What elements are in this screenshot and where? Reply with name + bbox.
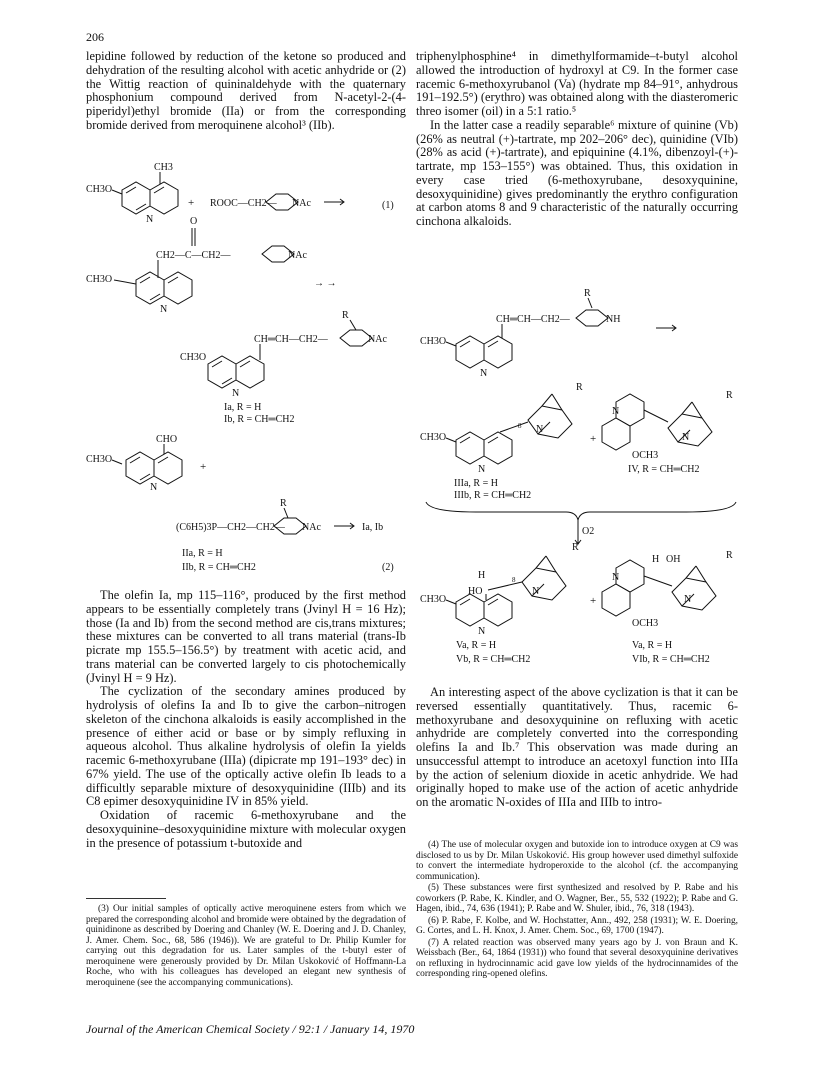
left-column-top — [86, 50, 406, 133]
footnote-rule — [86, 898, 166, 899]
Va-label: Va, R = H — [456, 640, 497, 651]
footnote: (5) These substances were first synthesized and resolved by P. Rabe and his coworkers (P. Rabe, K. Kindler, and O. Wagner, Ber., 55, 532 (1922); P. Rabe and G. Hagen, ibid., 74, 636 (1941); P. Rabe and W. Shuler, ibid., 76, 318 (1943). — [416, 883, 738, 914]
nac-label: NAc — [368, 334, 387, 345]
ch3o-label: CH3O — [420, 594, 447, 605]
reaction-scheme-left — [86, 160, 406, 585]
n-label: N — [232, 388, 240, 399]
ch3o-label: CH3O — [420, 432, 447, 443]
plus-label: + — [200, 461, 207, 473]
paragraph: Oxidation of racemic 6-methoxyrubane and the desoxyquinine–desoxyquinidine mixture with molecular oxygen in the presence of potassium t-butoxide and — [86, 808, 406, 850]
plus-label: + — [590, 595, 597, 607]
footnote: (4) The use of molecular oxygen and butoxide ion to introduce oxygen at C9 was disclosed to us by Dr. Milan Uskoković. His group however used dimethyl sulfoxide to convert the intermediate hydroperoxide to the alcohol (cf. the accompanying communication). — [416, 840, 738, 882]
right-column-top — [416, 50, 738, 229]
h-label: H — [652, 554, 660, 565]
IIIa-label: IIIa, R = H — [454, 478, 498, 489]
n-label: N — [612, 572, 620, 583]
ketone-chain: CH2—C—CH2— — [156, 250, 231, 261]
n-label: N — [532, 586, 540, 597]
reaction-scheme-right — [416, 282, 746, 678]
plus-label: + — [188, 197, 195, 209]
vinyl-chain: CH═CH—CH2— — [496, 314, 570, 325]
footnote: (7) A related reaction was observed many years ago by J. von Braun and K. Weissbach (Ber., 64, 1864 (1931)) who found that several desoxyquinine derivatives on refluxing in hydrocinnamic acid gave low yields of the hydrocinnamides of the corresponding ring-opened olefins. — [416, 937, 738, 979]
c8-label: 8 — [512, 576, 516, 584]
r-label: R — [726, 550, 733, 561]
n-label: N — [682, 432, 690, 443]
och3-label: OCH3 — [632, 450, 659, 461]
rooc-label: ROOC—CH2— — [210, 198, 277, 209]
Ib-label: Ib, R = CH═CH2 — [224, 414, 295, 425]
ch3o-label: CH3O — [420, 336, 447, 347]
r-label: R — [584, 288, 591, 299]
footnote: (3) Our initial samples of optically active meroquinene esters from which we prepared the corresponding alcohol and bromide were obtained by the degradation of quinidinone as described by Doering and Chanley (W. E. Doering and J. D. Chanley, J. Amer. Chem. Soc., 68, 586 (1946)). We are grateful to Dr. Philip Kumler for carrying out this degradation for us. Later samples of the t-butyl ester of meroquinene were generously provided by Dr. Milan Uskoković of Hoffmann-La Roche, who with his colleagues has developed an elegant new synthesis of meroquinene (see the accompanying communications). — [86, 904, 406, 988]
o-label: O — [190, 216, 198, 227]
IIIb-label: IIIb, R = CH═CH2 — [454, 490, 532, 501]
footnotes-right — [416, 840, 738, 981]
nac-label: NAc — [292, 198, 311, 209]
ch3o-label: CH3O — [86, 274, 113, 285]
o2-label: O2 — [582, 526, 595, 537]
n-label: N — [684, 594, 692, 605]
paragraph: lepidine followed by reduction of the ketone so produced and dehydration of the resulting alcohol with acetic anhydride or (2) the Wittig reaction of quininaldehyde with the quaternary phosphonium compound derived from N-acetyl-2-(4-piperidyl)ethyl bromide (IIa) or from the corresponding bromide derived from meroquinene alcohol³ (IIb). — [86, 49, 406, 132]
r-label: R — [576, 382, 583, 393]
IV-label: IV, R = CH═CH2 — [628, 464, 700, 475]
paragraph: The olefin Ia, mp 115–116°, produced by the first method appears to be essentially completely trans (Jvinyl H = 16 Hz); those (Ia and Ib) from the second method are cis,trans mixtures; these mixtures can be converted to all trans material (trans-Ib picrate mp 155.5–156.5°) by treatment with acetic acid, and trans material can be converted largely to cis photochemically (Jvinyl H = 9 Hz). — [86, 588, 406, 685]
n-label: N — [160, 304, 168, 315]
c8-label: 8 — [518, 422, 522, 430]
r-label: R — [280, 498, 287, 509]
cho-label: CHO — [156, 434, 178, 445]
n-label: N — [536, 424, 544, 435]
IIb-label: IIb, R = CH═CH2 — [182, 562, 256, 573]
eq2-label: (2) — [382, 562, 394, 573]
r-label: R — [726, 390, 733, 401]
r-label: R — [572, 542, 579, 553]
double-arrow: → → — [314, 278, 337, 289]
vinyl-chain: CH═CH—CH2— — [254, 334, 328, 345]
n-label: N — [480, 368, 488, 379]
n-label: N — [146, 214, 154, 225]
left-column-bottom — [86, 589, 406, 850]
ch3o-label: CH3O — [86, 454, 113, 465]
ch3o-label: CH3O — [86, 184, 113, 195]
nac-label: NAc — [288, 250, 307, 261]
paragraph: The cyclization of the secondary amines produced by hydrolysis of olefins Ia and Ib to give the carbon–nitrogen skeleton of the cinchona alkaloids is easily accomplished in the presence of either acid or base or by simply refluxing in aqueous alcohol. Thus alkaline hydrolysis of olefin Ia yields racemic 6-methoxyrubane (IIIa) (dipicrate mp 191–193° dec) in 67% yield. The use of the optically active olefin Ib leads to a difficultly separable mixture of desoxyquinidine (IIIb) and its C8 epimer desoxyquinidine IV in 85% yield. — [86, 684, 406, 809]
paragraph: An interesting aspect of the above cyclization is that it can be reversed essentially quantitatively. Thus, racemic 6-methoxyrubane and desoxyquinine on refluxing with acetic anhydride are completely converted into the corresponding olefins Ia and Ib.⁷ This observation was made during an unsuccessful attempt to introduce an acetoxyl function into IIIa by the action of selenium dioxide in acetic anhydride. We had originally hoped to make use of the action of acetic anhydride on the aromatic N-oxides of IIIa and IIIb to intro- — [416, 685, 738, 809]
Vb-label: Vb, R = CH═CH2 — [456, 654, 531, 665]
r-label: R — [342, 310, 349, 321]
footnotes-left — [86, 904, 406, 989]
right-column-bottom — [416, 686, 738, 810]
Ia-label: Ia, R = H — [224, 402, 262, 413]
nac-label: NAc — [302, 522, 321, 533]
ch3o-label: CH3O — [180, 352, 207, 363]
VIb-label: VIb, R = CH═CH2 — [632, 654, 710, 665]
IIa-label: IIa, R = H — [182, 548, 223, 559]
footnote: (6) P. Rabe, F. Kolbe, and W. Hochstatter, Ann., 492, 258 (1931); W. E. Doering, G. Cortes, and L. H. Knox, J. Amer. Chem. Soc., 69, 1700 (1947). — [416, 915, 738, 936]
n-label: N — [150, 482, 158, 493]
ch3-label: CH3 — [154, 162, 173, 173]
oh-label: OH — [666, 554, 681, 565]
paragraph: triphenylphosphine⁴ in dimethylformamide–t-butyl alcohol allowed the introduction of hydroxyl at C9. In the former case racemic 6-methoxyrubanol (Va) (hydrate mp 84–91°, anhydrous 191–192.5°) (erythro) was obtained along with the diasteromeric threo isomer (oil) in a 5:1 ratio.⁵ — [416, 49, 738, 118]
ia-ib-label: Ia, Ib — [362, 522, 384, 533]
nh-label: NH — [606, 314, 621, 325]
n-label: N — [478, 626, 486, 637]
VIa-label: Va, R = H — [632, 640, 673, 651]
eq1-label: (1) — [382, 200, 394, 211]
n-label: N — [478, 464, 486, 475]
n-label: N — [612, 406, 620, 417]
phosphonium-label: (C6H5)3P—CH2—CH2— — [176, 522, 285, 533]
paragraph: In the latter case a readily separable⁶ mixture of quinine (Vb) (26% as neutral (+)-tartrate, mp 202–206° dec), quinidine (VIb) (28% as acid (+)-tartrate), and epiquinine (4.1%, dibenzoyl-(+)-tartrate, mp 153–155°) was obtained. Thus, this oxidation in every case tried (6-methoxyrubane, desoxyquinine, desoxyquinidine) gives predominantly the erythro configuration at carbon atoms 8 and 9 characteristic of the naturally occurring cinchona alkaloids. — [416, 117, 738, 228]
page-number: 206 — [86, 30, 104, 44]
ho-label: HO — [468, 586, 483, 597]
h-label: H — [478, 570, 486, 581]
journal-footer: Journal of the American Chemical Society / 92:1 / January 14, 1970 — [86, 1022, 415, 1036]
plus-label: + — [590, 433, 597, 445]
och3-label: OCH3 — [632, 618, 659, 629]
